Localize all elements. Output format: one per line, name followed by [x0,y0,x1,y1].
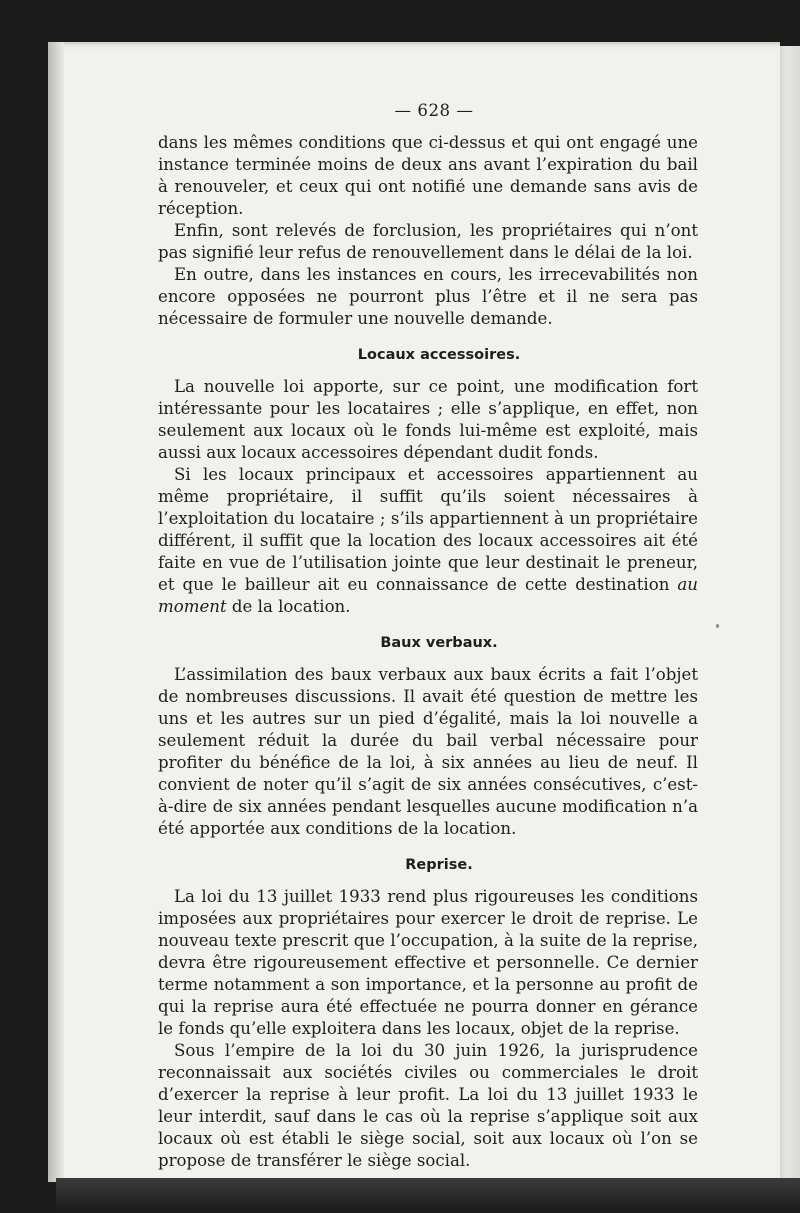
page-number: — 628 — [394,101,474,120]
paragraph: dans les mêmes conditions que ci-dessus et qui ont engagé une instance terminée moins de deux ans avant l’expiration du bail à renouveler, et ceux qui ont notifié une demande sans avis de réception. [158,133,698,218]
paragraph: En outre, dans les instances en cours, les irrecevabilités non encore opposées ne pourront plus l’être et il ne sera pas nécessaire de formuler une nouvelle demande. [158,265,698,328]
paragraph [158,464,698,618]
italic-emphasis: au moment [158,575,698,616]
paragraph: L’assimilation des baux verbaux aux baux écrits a fait l’objet de nombreuses discussions. Il avait été question de mettre les uns et les autres sur un pied d’égalité, mais la loi nouvelle a seulement réduit la durée du bail verbal nécessaire pour profiter du bénéfice de la loi, à six années au lieu de neuf. Il convient de noter qu’il s’agit de six années consécutives, c’est-à-dire de six années pendant lesquelles aucune modification n’a été apportée aux conditions de la location. [158,665,698,838]
section-heading-baux-verbaux: Baux verbaux. [380,635,498,651]
next-page-edge [778,46,800,1196]
page-text-block [158,100,698,1172]
paragraph: La loi du 13 juillet 1933 rend plus rigoureuses les conditions imposées aux propriétaires pour exercer le droit de reprise. Le nouveau texte prescrit que l’occupation, à la suite de la reprise, devra être rigoureusement effective et personnelle. Ce dernier terme notamment a son importance, et la personne au profit de qui la reprise aura été effectuée ne pourra donner en gérance le fonds qu’elle exploitera dans les locaux, objet de la reprise. [158,887,698,1038]
section-heading-locaux-accessoires: Locaux accessoires. [357,347,521,363]
page-gutter-shadow [48,42,64,1182]
paragraph-text: de la location. [226,597,351,616]
section-heading-reprise: Reprise. [405,857,473,873]
paragraph: Enfin, sont relevés de forclusion, les propriétaires qui n’ont pas signifié leur refus de renouvellement dans le délai de la loi. [158,221,698,262]
paragraph-text: Si les locaux principaux et accessoires appartiennent au même propriétaire, il suffit qu’ils soient nécessaires à l’exploitation du locataire ; s’ils appartiennent à un propriétaire différent, il suffit que la location des locaux accessoires ait été faite en vue de l’utilisation jointe que leur destinait le preneur, et que le bailleur ait eu connaissance de cette destination [158,465,698,594]
paragraph: Sous l’empire de la loi du 30 juin 1926, la jurisprudence reconnaissait aux sociétés civiles ou commerciales le droit d’exercer la reprise à leur profit. La loi du 13 juillet 1933 le leur interdit, sauf dans le cas où la reprise s’applique soit aux locaux où est établi le siège social, soit aux locaux où l’on se propose de transférer le siège social. [158,1041,698,1170]
paper-speck [716,624,719,628]
scan-bottom-border [56,1178,800,1213]
paragraph: La nouvelle loi apporte, sur ce point, une modification fort intéressante pour les locataires ; elle s’applique, en effet, non seulement aux locaux où le fonds lui-même est exploité, mais aussi aux locaux accessoires dépendant dudit fonds. [158,377,698,462]
